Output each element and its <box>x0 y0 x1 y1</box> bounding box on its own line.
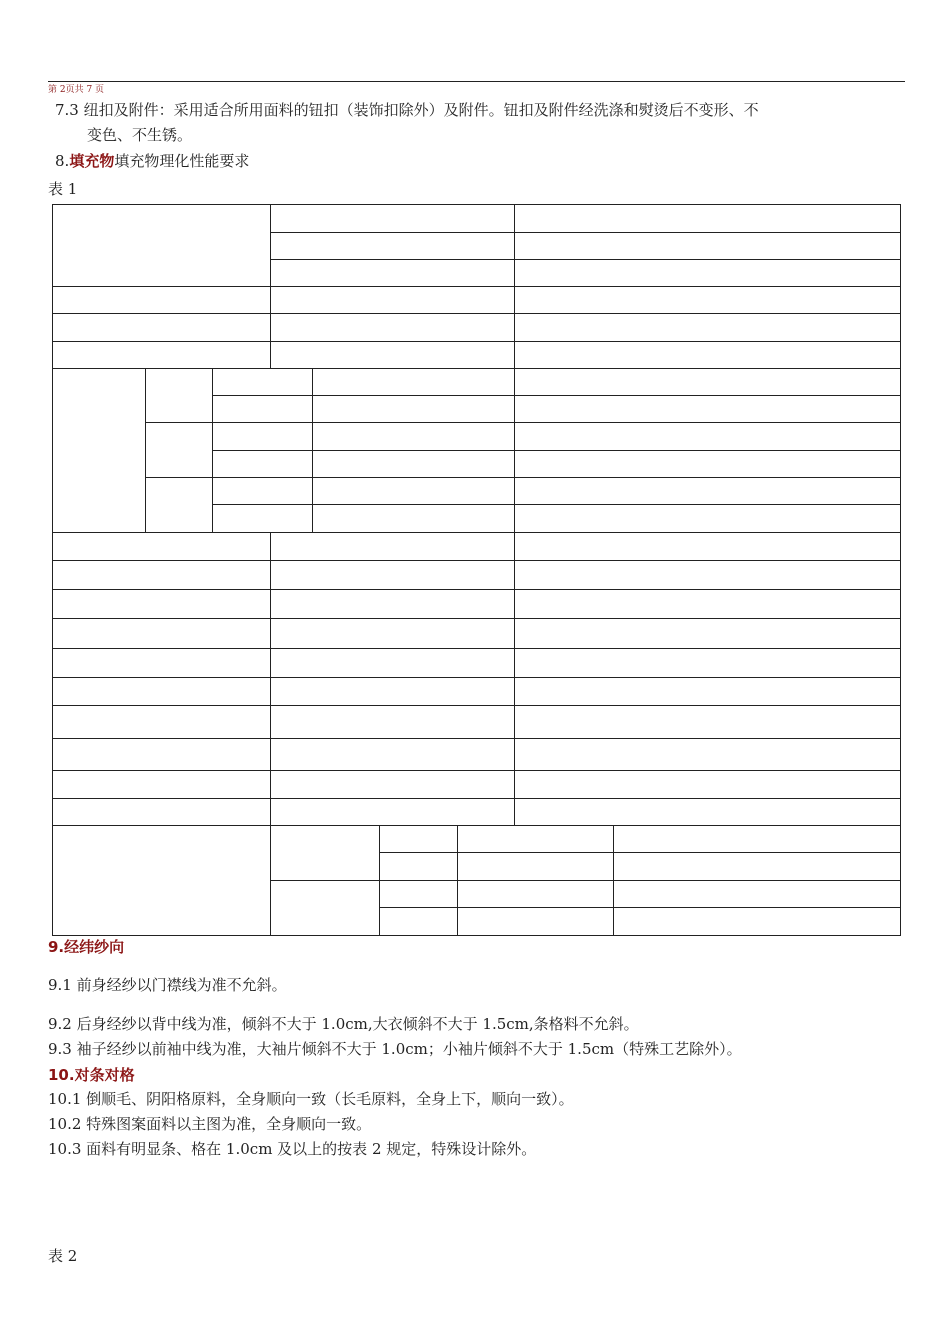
table-grid-line <box>52 648 901 649</box>
table-grid-line <box>457 825 458 935</box>
table-grid-line <box>52 705 901 706</box>
table-grid-line <box>52 368 901 369</box>
table-1-label: 表 1 <box>48 180 78 198</box>
table-grid-line <box>145 477 901 478</box>
table-2-label: 表 2 <box>48 1247 78 1265</box>
table-grid-line <box>613 825 614 935</box>
section-8-heading <box>55 152 249 170</box>
table-grid-line <box>312 368 313 532</box>
header-rule <box>48 81 905 82</box>
table-grid-line <box>52 313 901 314</box>
section-10-3: 10.3 面料有明显条、格在 1.0cm 及以上的按表 2 规定，特殊设计除外。 <box>48 1140 537 1158</box>
table-grid-line <box>52 798 901 799</box>
table-grid-line <box>52 770 901 771</box>
table-grid-line <box>270 259 901 260</box>
table-grid-line <box>212 395 901 396</box>
table-grid-line <box>270 232 901 233</box>
section-8-bold: 填充物 <box>69 152 115 170</box>
section-7-3-line1: 7.3 纽扣及附件：采用适合所用面料的钮扣（装饰扣除外）及附件。钮扣及附件经洗涤和熨烫后不变形、不 <box>55 101 759 119</box>
section-10-heading: 10.对条对格 <box>48 1066 135 1084</box>
section-9-3: 9.3 袖子经纱以前袖中线为准，大袖片倾斜不大于 1.0cm；小袖片倾斜不大于 1.5cm（特殊工艺除外）。 <box>48 1040 742 1058</box>
table-grid-line <box>514 532 515 825</box>
table-grid-line <box>52 935 901 936</box>
table-grid-line <box>52 204 901 205</box>
page-number-label: 第 2页共 7 页 <box>48 85 105 95</box>
table-grid-line <box>52 532 901 533</box>
table-grid-line <box>270 880 901 881</box>
table-grid-line <box>52 677 901 678</box>
table-grid-line <box>52 589 901 590</box>
section-9-2: 9.2 后身经纱以背中线为准，倾斜不大于 1.0cm,大衣倾斜不大于 1.5cm,条格料不允斜。 <box>48 1015 639 1033</box>
section-8-number: 8. <box>55 152 70 170</box>
table-grid-line <box>212 450 901 451</box>
table-grid-line <box>270 825 271 935</box>
section-7-3-line2: 变色、不生锈。 <box>87 126 193 144</box>
section-9-heading: 9.经纬纱向 <box>48 938 125 956</box>
table-grid-line <box>212 504 901 505</box>
section-9-1: 9.1 前身经纱以门襟线为准不允斜。 <box>48 976 287 994</box>
table-grid-line <box>52 825 901 826</box>
table-grid-line <box>52 286 901 287</box>
section-10-2: 10.2 特殊图案面料以主图为准，全身顺向一致。 <box>48 1115 372 1133</box>
table-grid-line <box>514 204 515 368</box>
table-grid-line <box>270 532 271 825</box>
table-grid-line <box>145 422 901 423</box>
table-grid-line <box>379 825 380 935</box>
table-grid-line <box>145 368 146 532</box>
table-grid-line <box>52 618 901 619</box>
table-grid-line <box>514 368 515 532</box>
section-10-1: 10.1 倒顺毛、阴阳格原料，全身顺向一致（长毛原料，全身上下，顺向一致）。 <box>48 1090 574 1108</box>
table-grid-line <box>270 204 271 368</box>
table-grid-line <box>52 560 901 561</box>
section-8-rest: 填充物理化性能要求 <box>114 152 250 170</box>
table-grid-line <box>52 738 901 739</box>
table-grid-line <box>52 341 901 342</box>
table-grid-line <box>212 368 213 532</box>
